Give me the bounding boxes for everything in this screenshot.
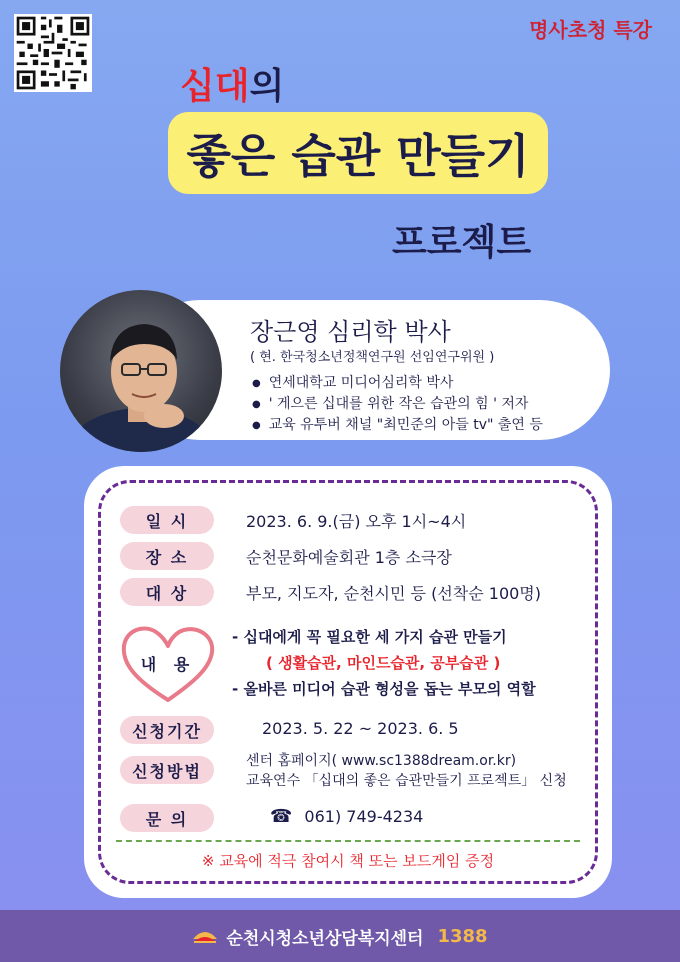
contact-value [270,806,423,827]
phone-number: 061) 749-4234 [304,807,424,826]
title-sub: 프로젝트 [392,222,532,263]
qr-code-icon [14,14,92,92]
event-tagline: 명사초청 특강 [529,18,652,42]
content-item-1: - 십대에게 꼭 필요한 세 가지 습관 만들기 [232,628,507,646]
credential-item: ● 교육 유투버 채널 "최민준의 아들 tv" 출연 등 [252,415,543,436]
date-value: 2023. 6. 9.(금) 오후 1시~4시 [246,512,467,531]
place-label: 장 소 [120,542,214,570]
speaker-credentials [252,373,543,436]
footer [0,910,680,962]
method-label: 신청방법 [120,756,214,784]
title-main: 좋은 습관 만들기 [168,112,548,194]
speaker-photo [60,290,222,452]
credential-item: ● ' 게으른 십대를 위한 작은 습관의 힘 ' 저자 [252,394,543,415]
phone-icon: ☎ [270,806,293,827]
qr-code[interactable] [14,14,92,92]
gift-notice: ※ 교육에 적극 참여시 책 또는 보드게임 증정 [201,852,495,870]
content-label: 내 용 [140,655,196,674]
divider [116,840,580,842]
content-item-2: - 올바른 미디어 습관 형성을 돕는 부모의 역할 [232,680,536,698]
org-mark: 1388 [437,925,488,947]
title-highlight: 십대 [180,66,250,107]
org-name: 순천시청소년상담복지센터 [226,928,424,949]
content-item-habits: ( 생활습관, 마인드습관, 공부습관 ) [266,654,501,672]
credential-item: ● 연세대학교 미디어심리학 박사 [252,373,543,394]
speaker-name: 장근영 심리학 박사 [250,318,451,346]
date-label: 일 시 [120,506,214,534]
target-value: 부모, 지도자, 순천시민 등 (선착순 100명) [246,584,542,603]
org-logo-icon [192,927,218,945]
target-label: 대 상 [120,578,214,606]
title-line-1 [180,58,284,109]
place-value: 순천문화예술회관 1층 소극장 [246,548,452,567]
period-label: 신청기간 [120,716,214,744]
speaker-affiliation: ( 현. 한국청소년정책연구원 선임연구위원 ) [250,350,495,365]
title-suffix: 의 [249,66,285,107]
method-value-2: 교육연수 「십대의 좋은 습관만들기 프로젝트」 신청 [246,773,567,789]
period-value: 2023. 5. 22 ~ 2023. 6. 5 [262,719,459,738]
method-value-1[interactable]: 센터 홈페이지( www.sc1388dream.or.kr) [246,753,517,769]
contact-label: 문 의 [120,804,214,832]
